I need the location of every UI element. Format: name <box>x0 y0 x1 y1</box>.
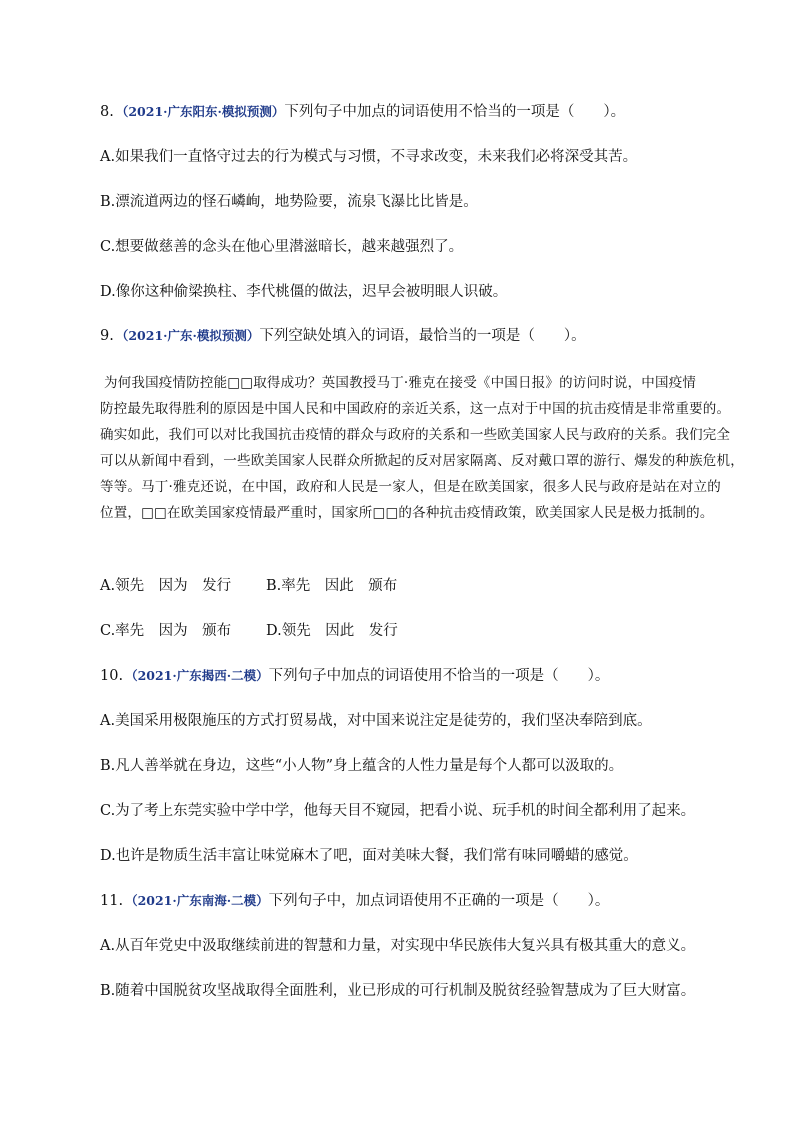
passage-line: 防控最先取得胜利的原因是中国人民和中国政府的亲近关系，这一点对于中国的抗击疫情是非常重要的。 <box>100 401 731 417</box>
source-tag: 2021·广东·模拟预测 <box>128 328 247 343</box>
question-10-option-c: C.为了考上东莞实验中学中学，他每天目不窥园，把看小说、玩手机的时间全都利用了起来。 <box>100 803 696 819</box>
source-tag-open: （ <box>115 328 129 343</box>
question-number: 11. <box>100 893 124 909</box>
question-number: 10. <box>100 668 124 684</box>
source-tag-open: （ <box>125 893 138 908</box>
source-tag: 2021·广东阳东·模拟预测 <box>128 104 272 119</box>
question-10-option-b: B.凡人善举就在身边，这些“小人物”身上蕴含的人性力量是每个人都可以汲取的。 <box>100 758 624 774</box>
question-9-option-b: B.率先 因此 颁布 <box>266 578 398 594</box>
question-11-stem <box>100 891 609 911</box>
passage-line: 等等。马丁·雅克还说，在中国，政府和人民是一家人，但是在欧美国家，很多人民与政府是站在对立的 <box>100 479 721 495</box>
source-tag-open: （ <box>115 104 129 119</box>
passage-line: 可以从新闻中看到，一些欧美国家人民群众所掀起的反对居家隔离、反对戴口罩的游行、爆发的种族危机， <box>100 453 744 469</box>
question-text: 下列空缺处填入的词语，最恰当的一项是（ ）。 <box>259 328 586 344</box>
question-9-passage <box>100 370 744 526</box>
question-9-options-row-2 <box>100 621 398 641</box>
source-tag-close: ） <box>246 328 260 343</box>
question-9-stem <box>100 326 586 346</box>
question-9-options-row-1 <box>100 576 398 596</box>
question-9-option-d: D.领先 因此 发行 <box>266 623 398 639</box>
question-8-stem <box>100 102 625 122</box>
question-10-option-d: D.也许是物质生活丰富让味觉麻木了吧，面对美味大餐，我们常有味同嚼蜡的感觉。 <box>100 848 638 864</box>
passage-line: 为何我国疫情防控能□□取得成功？英国教授马丁·雅克在接受《中国日报》的访问时说，中国疫情 <box>104 375 697 391</box>
question-number: 8. <box>100 104 114 120</box>
question-8-option-b: B.漂流道两边的怪石嶙峋，地势险要，流泉飞瀑比比皆是。 <box>100 194 478 210</box>
question-9-option-c: C.率先 因为 颁布 <box>100 623 232 639</box>
source-tag-open: （ <box>125 668 138 683</box>
question-9-option-a: A.领先 因为 发行 <box>100 578 232 594</box>
question-text: 下列句子中加点的词语使用不恰当的一项是（ ）。 <box>268 668 610 684</box>
question-11-option-b: B.随着中国脱贫攻坚战取得全面胜利，业已形成的可行机制及脱贫经验智慧成为了巨大财富。 <box>100 983 696 999</box>
source-tag-close: ） <box>256 893 269 908</box>
question-11-option-a: A.从百年党史中汲取继续前进的智慧和力量，对实现中华民族伟大复兴具有极其重大的意义。 <box>100 938 696 954</box>
question-10-stem <box>100 666 609 686</box>
passage-line: 确实如此，我们可以对比我国抗击疫情的群众与政府的关系和一些欧美国家人民与政府的关系。我们完全 <box>100 427 731 443</box>
source-tag-close: ） <box>256 668 269 683</box>
question-text: 下列句子中，加点词语使用不正确的一项是（ ）。 <box>268 893 610 909</box>
question-text: 下列句子中加点的词语使用不恰当的一项是（ ）。 <box>284 104 626 120</box>
source-tag: 2021·广东揭西·二模 <box>137 668 257 683</box>
passage-line: 位置，□□在欧美国家疫情最严重时，国家所□□的各种抗击疫情政策，欧美国家人民是极力抵制的。 <box>100 505 714 521</box>
question-8-option-d: D.像你这种偷梁换柱、李代桃僵的做法，迟早会被明眼人识破。 <box>100 284 508 300</box>
question-10-option-a: A.美国采用极限施压的方式打贸易战，对中国来说注定是徒劳的，我们坚决奉陪到底。 <box>100 713 652 729</box>
question-number: 9. <box>100 328 114 344</box>
source-tag-close: ） <box>271 104 285 119</box>
question-8-option-a: A.如果我们一直恪守过去的行为模式与习惯，不寻求改变，未来我们必将深受其苦。 <box>100 149 638 165</box>
source-tag: 2021·广东南海·二模 <box>137 893 257 908</box>
question-8-option-c: C.想要做慈善的念头在他心里潜滋暗长，越来越强烈了。 <box>100 239 464 255</box>
